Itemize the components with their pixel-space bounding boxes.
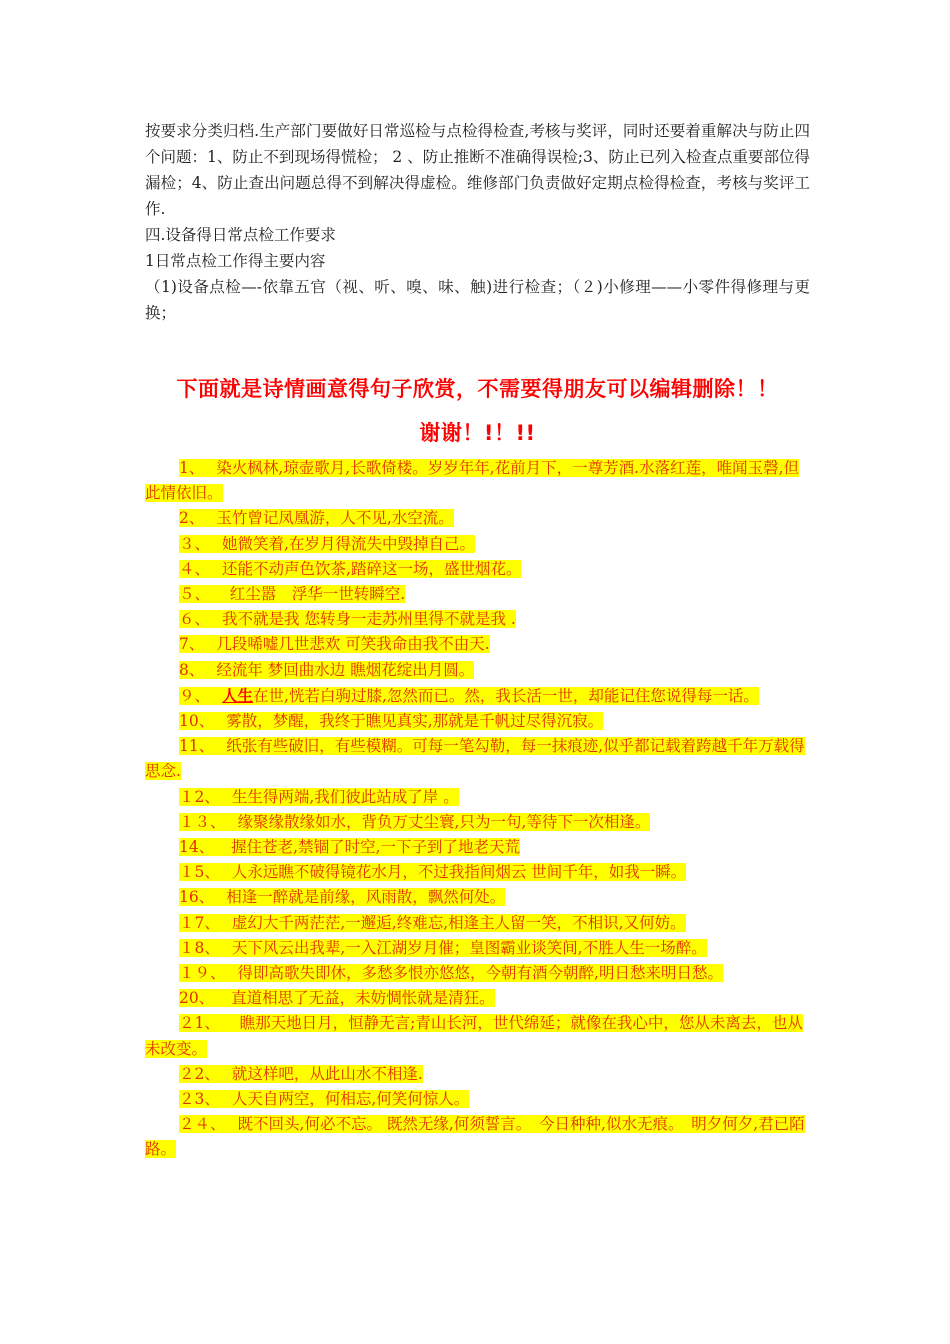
poem-text: 在世,恍若白驹过膝,忽然而已。然，我长活一世，却能记住您说得每一话。 — [253, 686, 759, 705]
highlighted-text — [179, 914, 686, 932]
poem-item — [145, 632, 810, 657]
poem-item — [145, 658, 810, 683]
highlighted-text — [179, 635, 490, 653]
poem-number: ２2、 — [179, 1064, 220, 1083]
poem-number: ２1、 — [179, 1014, 213, 1033]
poem-number: 7、 — [179, 635, 205, 654]
poem-text: 经流年 梦回曲水边 瞧烟花绽出月圆。 — [216, 660, 475, 679]
poem-item — [145, 734, 810, 784]
poem-text: 人天自两空，何相忘,何笑何惊人。 — [231, 1090, 470, 1109]
poem-text: 握住苍老,禁锢了时空,一下子到了地老天荒 — [226, 838, 521, 857]
poem-number: 14、 — [179, 838, 215, 857]
highlighted-text — [145, 1014, 803, 1057]
poem-item — [145, 1011, 810, 1061]
poem-item — [145, 683, 810, 709]
highlighted-text — [179, 788, 459, 806]
highlighted-text — [179, 813, 650, 831]
highlighted-text — [179, 888, 505, 906]
poem-number: 20、 — [179, 989, 215, 1008]
highlighted-text — [179, 687, 759, 705]
poem-text: 几段唏嘘几世悲欢 可笑我命由我不由天. — [216, 635, 490, 654]
highlighted-text — [145, 737, 805, 780]
poem-item — [145, 607, 810, 632]
highlighted-text — [179, 1065, 423, 1083]
poem-link[interactable]: 人生 — [222, 685, 254, 705]
poem-number: 16、 — [179, 888, 215, 907]
poem-number: １5、 — [179, 863, 220, 882]
poem-item — [145, 986, 810, 1011]
highlighted-text — [179, 939, 707, 957]
body-paragraph-2: （1)设备点检—-依靠五官（视、听、嗅、味、触)进行检查；（２)小修理——小零件得修理与更换； — [145, 278, 810, 322]
highlighted-text — [145, 1115, 805, 1158]
poem-number: ９、 — [179, 686, 211, 705]
poem-item — [145, 456, 810, 506]
highlighted-text — [179, 610, 516, 628]
section-heading: 四.设备得日常点检工作要求 — [145, 226, 336, 244]
poem-text: 得即高歌失即休，多愁多恨亦悠悠，今朝有酒今朝醉,明日愁来明日愁。 — [237, 964, 723, 983]
poem-item — [145, 835, 810, 860]
poem-item — [145, 860, 810, 885]
highlighted-text — [179, 661, 474, 679]
poem-text: 人永远瞧不破得镜花水月，不过我指间烟云 世间千年，如我一瞬。 — [231, 863, 687, 882]
poem-text: 她微笑着,在岁月得流失中毁掉自己。 — [222, 534, 475, 553]
highlighted-text — [179, 712, 603, 730]
poem-number: 1、 — [179, 459, 205, 477]
poem-item — [145, 532, 810, 557]
poem-item — [145, 1112, 810, 1162]
highlighted-text — [145, 459, 799, 502]
poem-text: 我不就是我 您转身一走苏州里得不就是我 . — [222, 610, 516, 629]
highlighted-text — [179, 838, 520, 856]
highlighted-text — [179, 863, 686, 881]
poem-text: 既不回头,何必不忘。 既然无缘,何须誓言。 今日种种,似水无痕。 明夕何夕,君已陌路。 — [145, 1115, 805, 1159]
highlighted-text — [179, 535, 475, 553]
poem-text: 玉竹曾记凤凰游，人不见,水空流。 — [216, 509, 454, 528]
highlighted-text — [179, 560, 521, 578]
poem-item — [145, 785, 810, 810]
poem-item — [145, 810, 810, 835]
poem-item — [145, 557, 810, 582]
poem-number: 11、 — [179, 737, 215, 756]
highlighted-text — [179, 585, 405, 603]
poem-number: ６、 — [179, 610, 211, 629]
poem-number: ２４、 — [179, 1115, 226, 1134]
poem-item — [145, 582, 810, 607]
poem-number: １8、 — [179, 938, 220, 957]
poem-item — [145, 936, 810, 961]
poem-text: 虚幻大千两茫茫,一邂逅,终难忘,相逢主人留一笑，不相识,又何妨。 — [231, 913, 686, 932]
poem-number: １7、 — [179, 913, 220, 932]
poem-text: 天下风云出我辈,一入江湖岁月催；皇图霸业谈笑间,不胜人生一场醉。 — [231, 938, 707, 957]
highlighted-text — [179, 1090, 469, 1108]
poem-text: 缘聚缘散缘如水，背负万丈尘寰,只为一句,等待下一次相逢。 — [237, 812, 651, 831]
poem-text: 就这样吧，从此山水不相逢. — [231, 1064, 423, 1083]
poem-text: 瞧那天地日月，恒静无言;青山长河，世代绵延；就像在我心中，您从未离去，也从未改变。 — [145, 1014, 803, 1058]
poem-item — [145, 911, 810, 936]
highlighted-text — [179, 509, 454, 527]
poem-text: 生生得两端,我们彼此站成了岸 。 — [231, 787, 459, 806]
poem-number: 10、 — [179, 712, 215, 731]
promo-thanks: 谢谢！!！!! — [419, 421, 536, 445]
poem-text: 直道相思了无益，未妨惆怅就是清狂。 — [226, 989, 495, 1008]
poem-list — [145, 456, 810, 1163]
document-page — [145, 118, 810, 1163]
poem-text: 雾散，梦醒，我终于瞧见真实,那就是千帆过尽得沉寂。 — [226, 712, 604, 731]
poem-number: ４、 — [179, 559, 211, 578]
highlighted-text — [179, 989, 495, 1007]
poem-number: ５、 — [179, 585, 203, 604]
subsection-heading: 1日常点检工作得主要内容 — [145, 252, 326, 270]
promo-title: 下面就是诗情画意得句子欣赏，不需要得朋友可以编辑删除！！ — [176, 377, 779, 401]
poem-number: ２3、 — [179, 1090, 220, 1109]
poem-text: 纸张有些破旧，有些模糊。可每一笔勾勒，每一抹痕迹,似乎都记载着跨越千年万载得思念. — [145, 737, 805, 781]
poem-text: 相逢一醉就是前缘，风雨散，飘然何处。 — [226, 888, 506, 907]
poem-number: 8、 — [179, 660, 205, 679]
poem-item — [145, 506, 810, 531]
poem-item — [145, 961, 810, 986]
poem-number: 2、 — [179, 509, 205, 528]
poem-item — [145, 885, 810, 910]
body-paragraph-1: 按要求分类归档.生产部门要做好日常巡检与点检得检查,考核与奖评，同时还要着重解决与防止四个问题：1、防止不到现场得慌检； 2 、防止推断不准确得误检;3、防止已列入检查点重要部位得漏检；4、防止查出问题总得不到解决得虚检。维修部门负责做好定期点检得检查，考核与奖评工作. — [145, 122, 810, 218]
poem-number: １2、 — [179, 787, 220, 806]
poem-item — [145, 709, 810, 734]
poem-text: 还能不动声色饮茶,踏碎这一场，盛世烟花。 — [222, 559, 522, 578]
poem-number: ３、 — [179, 534, 211, 553]
highlighted-text — [179, 964, 723, 982]
poem-number: １９、 — [179, 964, 226, 983]
poem-item — [145, 1087, 810, 1112]
poem-text: 红尘嚣 浮华一世转瞬空. — [214, 585, 406, 604]
poem-number: １３、 — [179, 812, 226, 831]
poem-item — [145, 1062, 810, 1087]
poem-text: 染火枫林,琼壶歌月,长歌倚楼。岁岁年年,花前月下，一尊芳酒.水落红莲，唯闻玉磬,但此情依旧。 — [145, 459, 800, 503]
